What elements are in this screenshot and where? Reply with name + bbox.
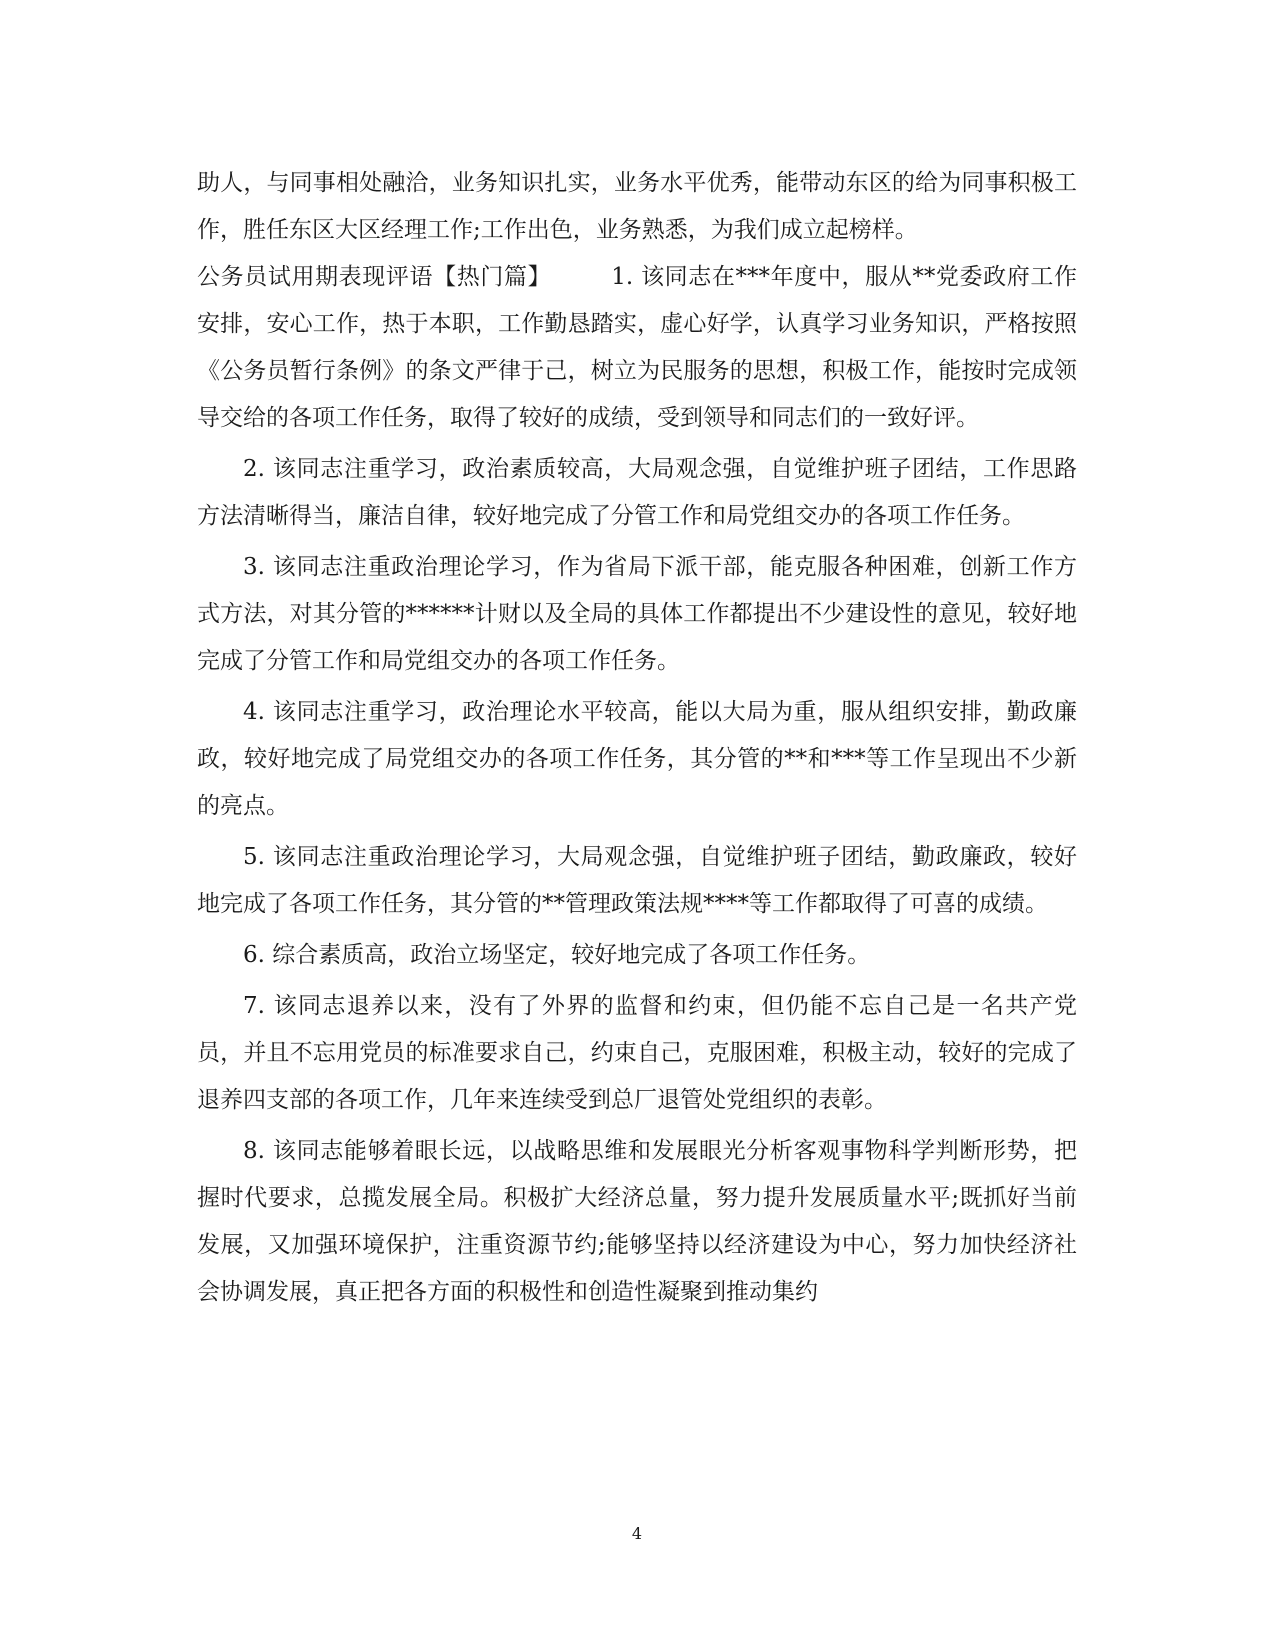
item-3-text: 3. 该同志注重政治理论学习，作为省局下派干部，能克服各种困难，创新工作方式方法，对其分管的******计财以及全局的具体工作都提出不少建设性的意见，较好地完成了分管工作和局党组交办的各项工作任务。 xyxy=(197,554,1077,674)
item-4-text: 4. 该同志注重学习，政治理论水平较高，能以大局为重，服从组织安排，勤政廉政，较好地完成了局党组交办的各项工作任务，其分管的**和***等工作呈现出不少新的亮点。 xyxy=(197,699,1077,819)
intro-text: 助人，与同事相处融洽，业务知识扎实，业务水平优秀，能带动东区的给为同事积极工作，胜任东区大区经理工作;工作出色，业务熟悉，为我们成立起榜样。 xyxy=(197,170,1077,243)
item-7 xyxy=(197,983,1077,1124)
item-6 xyxy=(197,932,1077,979)
item-2 xyxy=(197,446,1077,540)
section-first-paragraph xyxy=(197,254,1077,442)
item-3 xyxy=(197,544,1077,685)
document-body xyxy=(197,160,1077,1316)
item-1-text: 1. 该同志在***年度中，服从**党委政府工作安排，安心工作，热于本职，工作勤恳踏实，虚心好学，认真学习业务知识，严格按照《公务员暂行条例》的条文严律于己，树立为民服务的思想，积极工作，能按时完成领导交给的各项工作任务，取得了较好的成绩，受到领导和同志们的一致好评。 xyxy=(197,264,1077,431)
item-5 xyxy=(197,834,1077,928)
item-7-text: 7. 该同志退养以来，没有了外界的监督和约束，但仍能不忘自己是一名共产党员，并且不忘用党员的标准要求自己，约束自己，克服困难，积极主动，较好的完成了退养四支部的各项工作，几年来连续受到总厂退管处党组织的表彰。 xyxy=(197,993,1077,1113)
item-5-text: 5. 该同志注重政治理论学习，大局观念强，自觉维护班子团结，勤政廉政，较好地完成了各项工作任务，其分管的**管理政策法规****等工作都取得了可喜的成绩。 xyxy=(197,844,1077,917)
page-number: 4 xyxy=(631,1524,643,1543)
item-8 xyxy=(197,1128,1077,1316)
section-title: 公务员试用期表现评语【热门篇】 xyxy=(197,264,552,290)
item-2-text: 2. 该同志注重学习，政治素质较高，大局观念强，自觉维护班子团结，工作思路方法清晰得当，廉洁自律，较好地完成了分管工作和局党组交办的各项工作任务。 xyxy=(197,456,1077,529)
item-6-text: 6. 综合素质高，政治立场坚定，较好地完成了各项工作任务。 xyxy=(243,942,871,968)
item-8-text: 8. 该同志能够着眼长远，以战略思维和发展眼光分析客观事物科学判断形势，把握时代要求，总揽发展全局。积极扩大经济总量，努力提升发展质量水平;既抓好当前发展，又加强环境保护，注重资源节约;能够坚持以经济建设为中心，努力加快经济社会协调发展，真正把各方面的积极性和创造性凝聚到推动集约 xyxy=(197,1138,1077,1305)
intro-paragraph xyxy=(197,160,1077,254)
item-4 xyxy=(197,689,1077,830)
